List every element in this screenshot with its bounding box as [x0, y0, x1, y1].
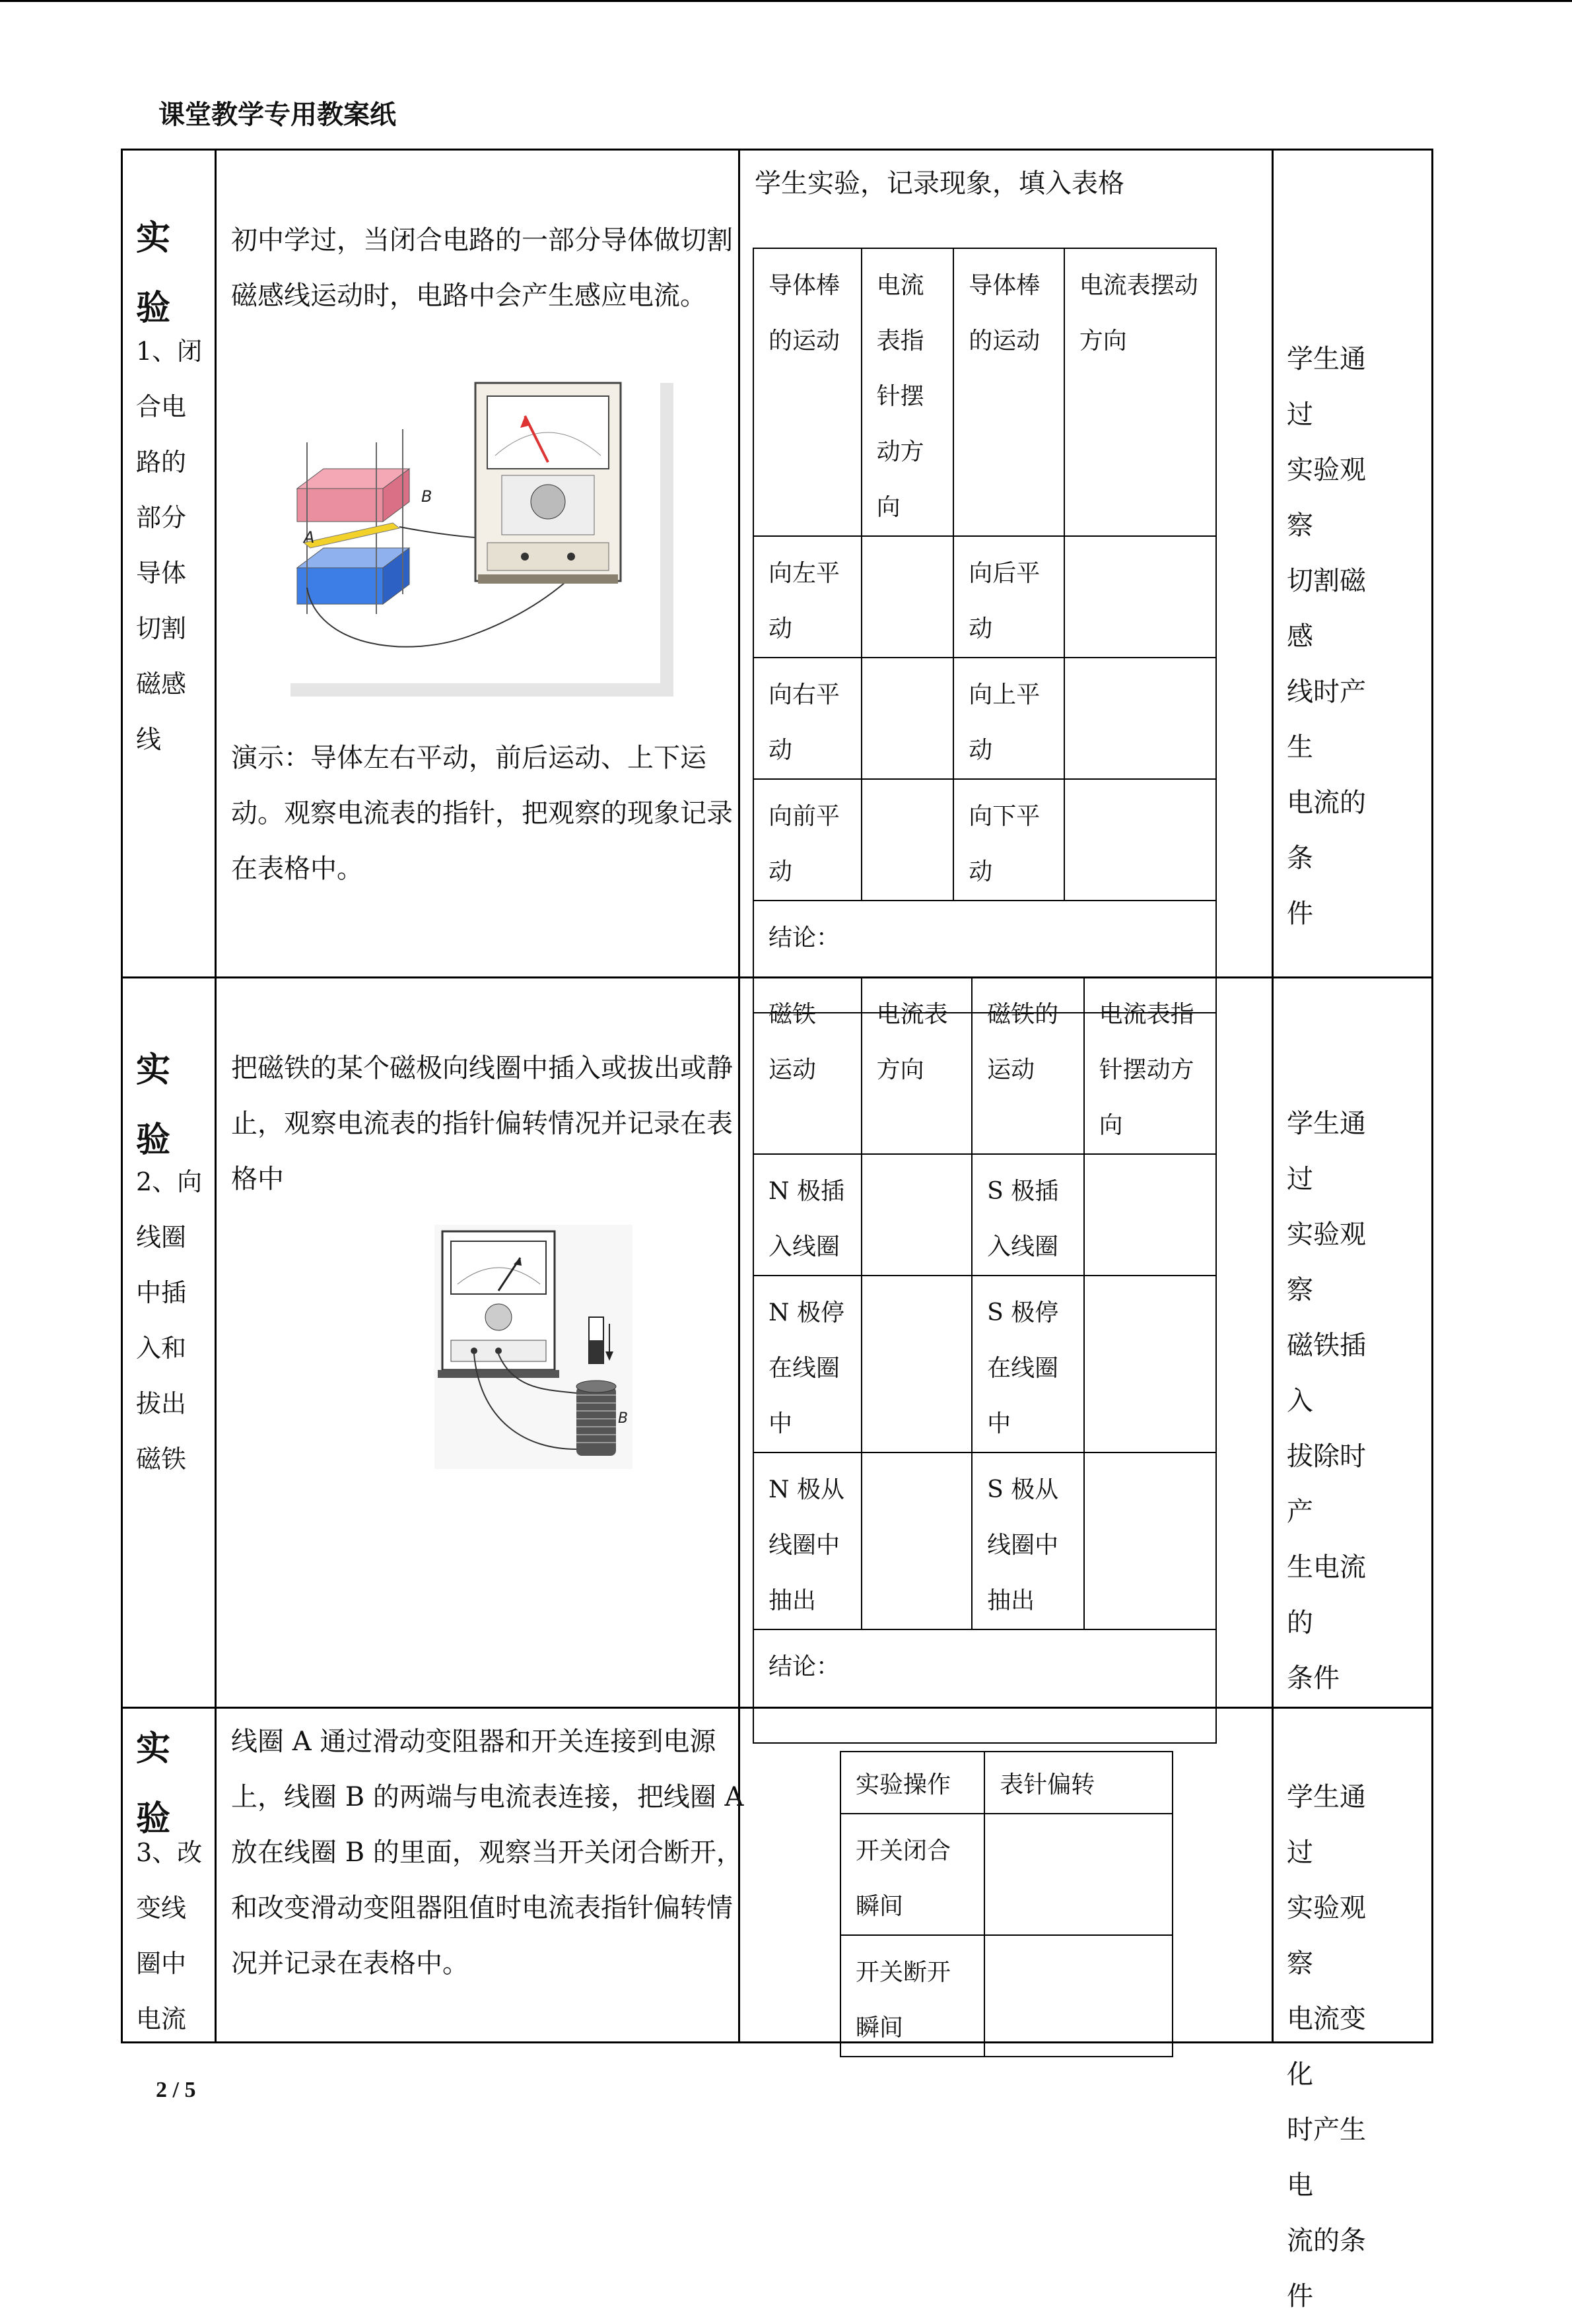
table-row [840, 1814, 1173, 1935]
exp2-intro: 把磁铁的某个磁极向线圈中插入或拔出或静 止，观察电流表的指针偏转情况并记录在表 格中 [231, 1053, 733, 1194]
exp1-student-note: 学生实验，记录现象，填入表格 [755, 168, 1124, 199]
table-cell: 向左平 动 [753, 536, 862, 658]
table-cell [862, 1154, 973, 1276]
svg-text:A: A [304, 528, 315, 547]
table-cell [1064, 536, 1216, 658]
exp1-goal: 学生通过 实验观察 切割磁感 线时产生 电流的条 件 [1287, 344, 1366, 929]
table-cell: N 极从 线圈中 抽出 [753, 1452, 862, 1629]
table-cell [1064, 779, 1216, 901]
table-cell [1084, 1452, 1216, 1629]
table-row [753, 248, 1216, 536]
exp1-apparatus-figure [277, 370, 673, 700]
svg-text:B: B [618, 1410, 629, 1427]
table-row [753, 536, 1216, 658]
table-cell: 向右平 动 [753, 658, 862, 779]
table-row [753, 977, 1216, 1154]
exp3-title: 实验 [136, 1728, 171, 1839]
exp2-goal: 学生通过 实验观察 磁铁插入 拔除时产 生电流的 条件 [1287, 1109, 1366, 1693]
table-cell [1064, 658, 1216, 779]
table-cell: S 极从 线圈中 抽出 [972, 1452, 1084, 1629]
table-header-cell: 电流 表指 针摆 动方 向 [862, 248, 954, 536]
table-header-cell: 实验操作 [840, 1752, 984, 1814]
table-cell [1084, 1154, 1216, 1276]
conclusion-cell: 结论： [753, 1629, 1216, 1743]
table-row [840, 1935, 1173, 2057]
table-row [753, 779, 1216, 901]
page-top-border [0, 0, 1572, 2]
table-row [753, 1154, 1216, 1276]
table-cell: 向下平 动 [953, 779, 1064, 901]
table-cell: 向前平 动 [753, 779, 862, 901]
page-header: 课堂教学专用教案纸 [158, 100, 396, 129]
table-cell: N 极插 入线圈 [753, 1154, 862, 1276]
table-cell [862, 658, 954, 779]
conclusion-cell: 结论： [753, 901, 1216, 1013]
exp1-intro: 初中学过，当闭合电路的一部分导体做切割 磁感线运动时，电路中会产生感应电流。 [231, 225, 733, 311]
table-cell [984, 1814, 1173, 1935]
table-header-cell: 电流表摆动 方向 [1064, 248, 1216, 536]
table-cell: S 极插 入线圈 [972, 1154, 1084, 1276]
table-row [840, 1752, 1173, 1814]
table-cell: N 极停 在线圈 中 [753, 1276, 862, 1452]
table-row [753, 1276, 1216, 1452]
table-header-cell: 磁铁 运动 [753, 977, 862, 1154]
table-cell [862, 1452, 973, 1629]
table-header-cell: 电流表 方向 [862, 977, 973, 1154]
table-row [753, 1452, 1216, 1629]
table-cell [862, 1276, 973, 1452]
table-header-cell: 导体棒 的运动 [753, 248, 862, 536]
table-cell: 向后平 动 [953, 536, 1064, 658]
exp3-goal: 学生通过 实验观察 电流变化 时产生电 流的条件 [1287, 1782, 1366, 2311]
exp1-title: 实验 [136, 218, 171, 328]
exp1-record-table [753, 248, 1217, 1013]
table-header-cell: 表针偏转 [984, 1752, 1173, 1814]
exp2-title: 实验 [136, 1050, 171, 1160]
exp2-subtitle: 2、向 线圈 中插 入和 拔出 磁铁 [136, 1167, 203, 1474]
exp1-subtitle: 1、闭 合电 路的 部分 导体 切割 磁感 线 [136, 337, 203, 754]
table-cell: 开关断开 瞬间 [840, 1935, 984, 2057]
table-cell: S 极停 在线圈 中 [972, 1276, 1084, 1452]
exp3-record-table [840, 1751, 1173, 2057]
table-cell: 向上平 动 [953, 658, 1064, 779]
exp1-demo-text: 演示：导体左右平动，前后运动、上下运 动。观察电流表的指针，把观察的现象记录 在表格中。 [231, 743, 733, 884]
table-header-cell: 磁铁的 运动 [972, 977, 1084, 1154]
table-cell [862, 779, 954, 901]
table-header-cell: 电流表指 针摆动方 向 [1084, 977, 1216, 1154]
table-cell [862, 536, 954, 658]
exp3-intro: 线圈 A 通过滑动变阻器和开关连接到电源 上，线圈 B 的两端与电流表连接，把线圈 A 放在线圈 B 的里面，观察当开关闭合断开， 和改变滑动变阻器阻值时电流表指针偏转情 况并记录在表格中。 [231, 1726, 744, 1979]
table-cell [1084, 1276, 1216, 1452]
exp2-record-table [753, 976, 1217, 1744]
table-row [753, 658, 1216, 779]
exp3-subtitle: 3、改 变线 圈中 电流 [136, 1838, 203, 2034]
table-cell: 开关闭合 瞬间 [840, 1814, 984, 1935]
exp2-apparatus-figure [434, 1225, 632, 1469]
table-header-cell: 导体棒 的运动 [953, 248, 1064, 536]
table-cell [984, 1935, 1173, 2057]
table-row [753, 1629, 1216, 1743]
svg-text:B: B [421, 487, 432, 506]
page-footer: 2 / 5 [156, 2078, 196, 2102]
